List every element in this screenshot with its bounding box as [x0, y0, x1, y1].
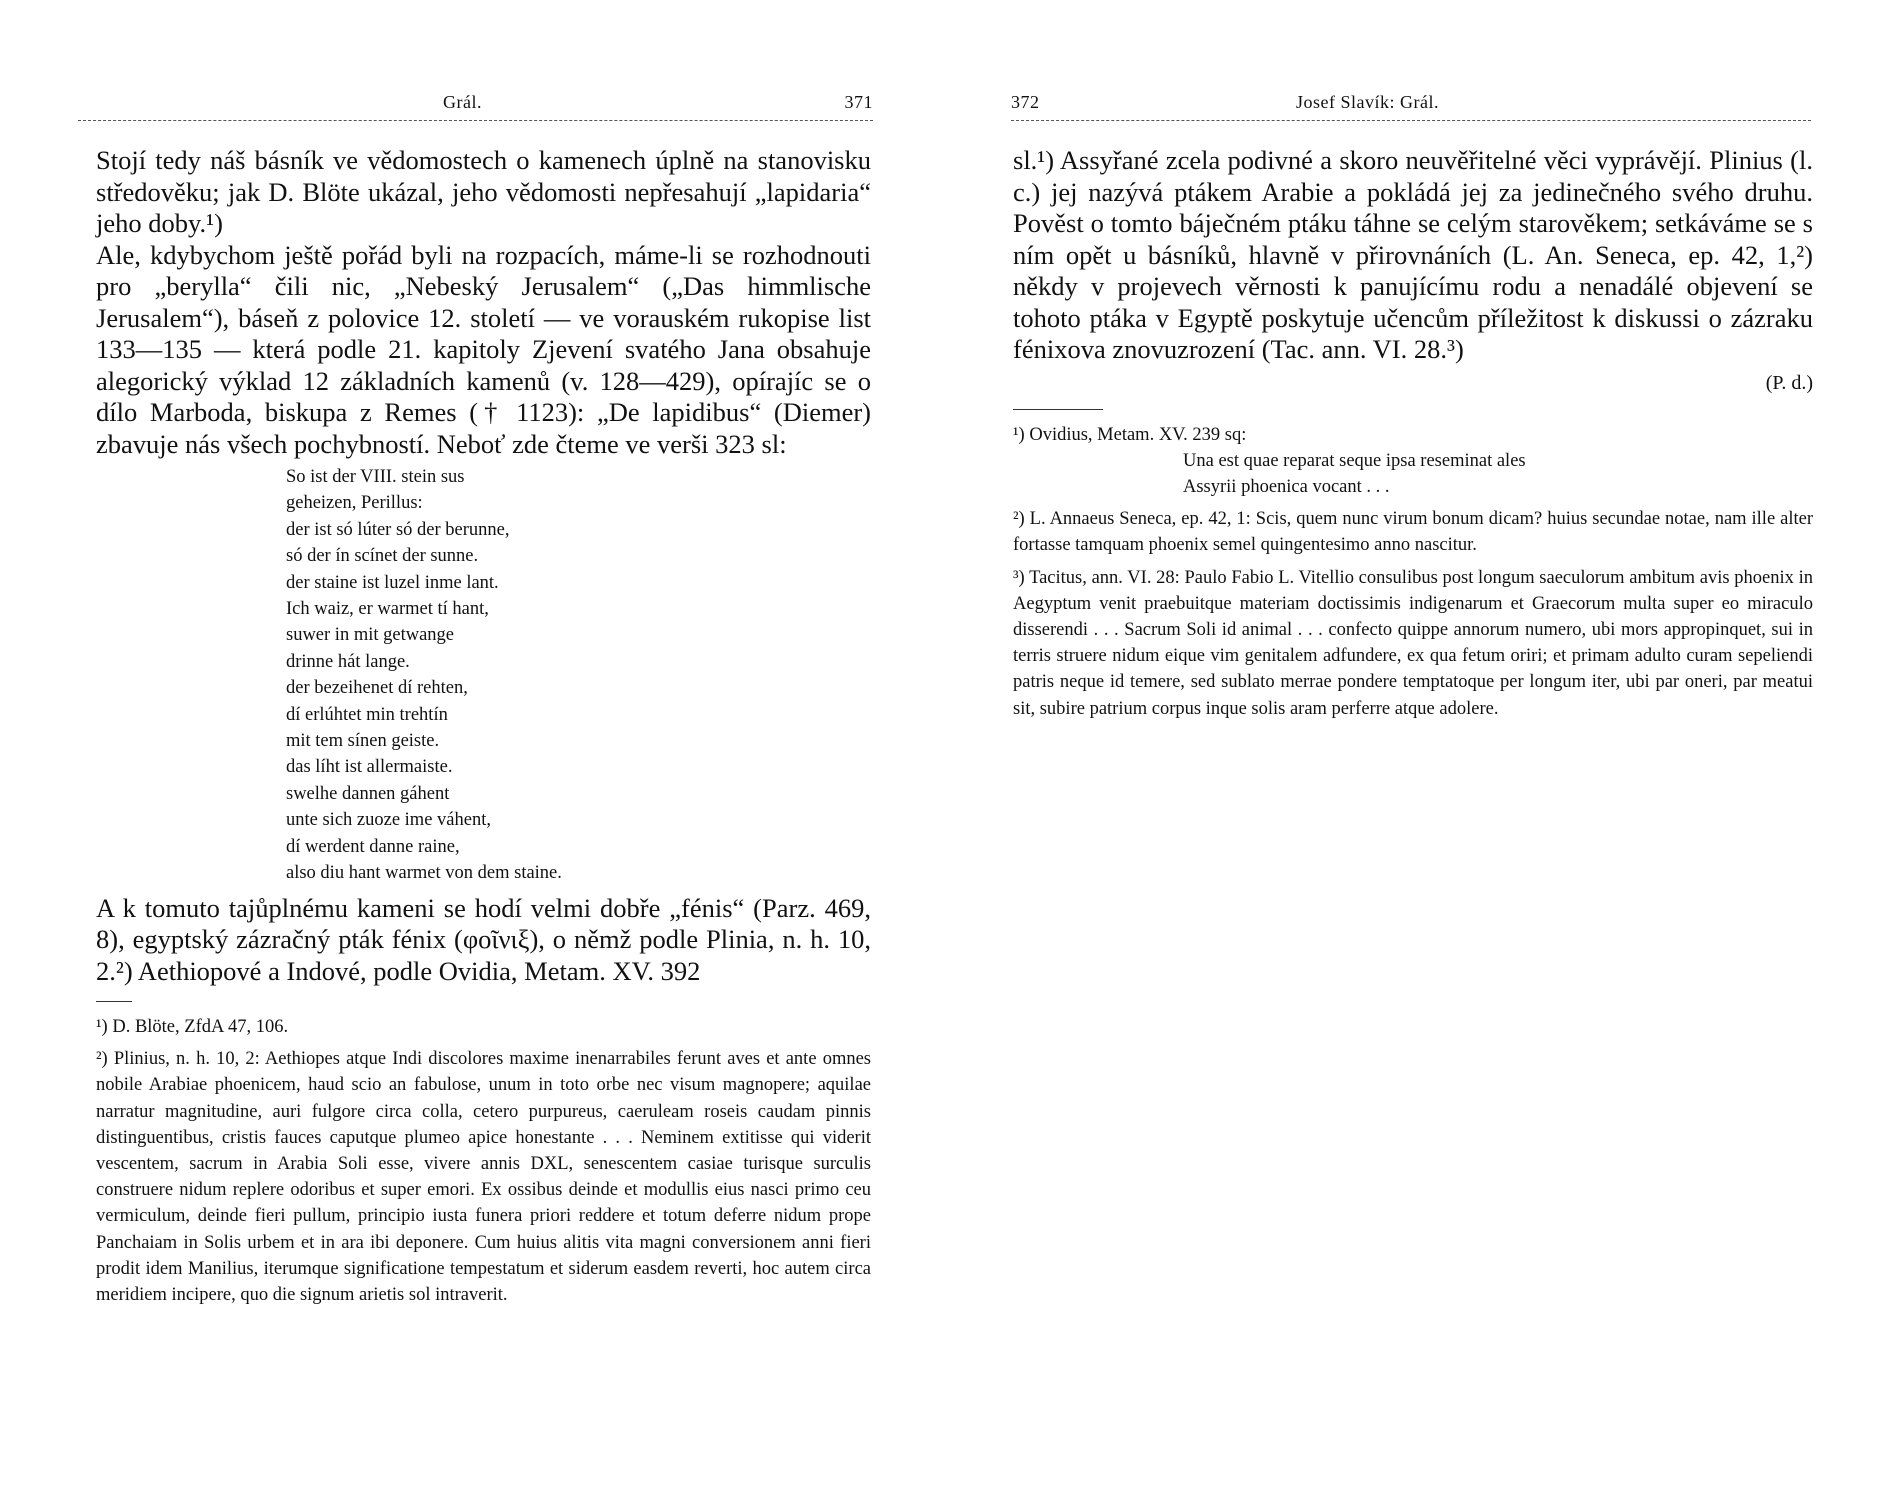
- footnote-3-right: ³) Tacitus, ann. VI. 28: Paulo Fabio L. Vitellio consulibus post longum saeculorum ambitum avis phoenix in Aegyptum venit praebuitque materiam doctissimis indigenarum et Graecorum multa super eo miraculo disserendi . . . Sacrum Soli id animal . . . confecto quippe annorum numero, ubi mors appropinquet, sui in terris struere nidum eique vim genitalem adfundere, ex qua fetum oriri; et primam adulto curam sepeliendi patris neque id temere, sed sublato merrae pondere temptatoque per longum iter, ubi par oneri, par meatui sit, subire patrium corpus inque solis aram perferre atque adolere.: [1013, 567, 1813, 719]
- poem-line: unte sich zuoze ime váhent,: [286, 810, 491, 831]
- footnote-2-right: ²) L. Annaeus Seneca, ep. 42, 1: Scis, quem nunc virum bonum dicam? huius secundae notae, nam ille alter fortasse tamquam phoenix semel quingentesimo anno nascitur.: [1013, 509, 1813, 556]
- poem-line: suwer in mit getwange: [286, 625, 454, 646]
- poem-line: der ist só lúter só der berunne,: [286, 519, 510, 540]
- poem-line: der bezeihenet dí rehten,: [286, 678, 468, 699]
- running-title-right: Josef Slavík: Grál.: [1296, 92, 1439, 112]
- right-body-text: [1013, 145, 1813, 728]
- poem-line: geheizen, Perillus:: [286, 493, 423, 514]
- poem-line: der staine ist luzel inme lant.: [286, 572, 499, 593]
- poem-line: só der ín scínet der sunne.: [286, 546, 479, 567]
- paragraph-2: Ale, kdybychom ještě pořád byli na rozpacích, máme-li se rozhodnouti pro „berylla“ čili nic, „Nebeský Jerusalem“ („Das himmlische Jerusalem“), báseň z polovice 12. století — ve vorauském rukopise list 133—135 — která podle 21. kapitoly Zjevení svatého Jana obsahuje alegorický výklad 12 základních kamenů (v. 128—429), opírajíc se o dílo Marboda, biskupa z Remes († 1123): „De lapidibus“ (Diemer) zbavuje nás všech pochybností. Neboť zde čteme ve verši 323 sl:: [96, 239, 871, 459]
- footnote-1-intro: ¹) Ovidius, Metam. XV. 239 sq:: [1013, 424, 1247, 445]
- page-number-left: 371: [844, 92, 873, 112]
- left-body-text: [96, 145, 871, 1314]
- running-head-left: [78, 92, 873, 121]
- poem-line: dí erlúhtet min trehtín: [286, 704, 448, 725]
- paragraph-1: Stojí tedy náš básník ve vědomostech o kamenech úplně na stanovisku středověku; jak D. Blöte ukázal, jeho vědomosti nepřesahují „lapidaria“ jeho doby.¹): [96, 145, 871, 238]
- poem-line: So ist der VIII. stein sus: [286, 467, 465, 487]
- right-page: [941, 0, 1882, 1500]
- paragraph-3: A k tomuto tajůplnému kameni se hodí velmi dobře „fénis“ (Parz. 469, 8), egyptský zázračný pták fénix (φοῖνιξ), o němž podle Plinia, n. h. 10, 2.²) Aethiopové a Indové, podle Ovidia, Metam. XV. 392: [96, 892, 871, 986]
- poem-line: das líht ist allermaiste.: [286, 757, 453, 778]
- poem-line: drinne hát lange.: [286, 651, 410, 672]
- poem-line: dí werdent danne raine,: [286, 836, 460, 857]
- poem-line: mit tem sínen geiste.: [286, 731, 440, 752]
- footnote-divider: [1013, 409, 1103, 410]
- poem-line: swelhe dannen gáhent: [286, 783, 450, 804]
- running-title-left: Grál.: [443, 92, 482, 112]
- poem-line: Ich waiz, er warmet tí hant,: [286, 599, 489, 620]
- paragraph-right: sl.¹) Assyřané zcela podivné a skoro neuvěřitelné věci vyprávějí. Plinius (l. c.) jej nazývá ptákem Arabie a pokládá jej za jedinečného svého druhu. Pověst o tomto báječném ptáku táhne se celým starověkem; setkáváme se s ním opět u básníků, hlavně v přirovnáních (L. An. Seneca, ep. 42, 1,²) někdy v projevech věrnosti k panujícímu rodu a nenadálé objevení se tohoto ptáka v Egyptě poskytuje učencům příležitost k diskussi o zázraku fénixova znovuzrození (Tac. ann. VI. 28.³): [1013, 145, 1813, 364]
- footnote-1-left: ¹) D. Blöte, ZfdA 47, 106.: [96, 1017, 289, 1037]
- footnote-divider: [96, 1001, 132, 1002]
- footnote-1-right: [1013, 422, 1813, 501]
- poem-line: also diu hant warmet von dem staine.: [286, 863, 562, 884]
- footnote-1-quote-line: Una est quae reparat seque ipsa reseminat ales: [1183, 450, 1526, 471]
- poem-quote: [286, 464, 871, 887]
- footnote-2-left: ²) Plinius, n. h. 10, 2: Aethiopes atque Indi discolores maxime inenarrabiles ferunt aves et ante omnes nobile Arabiae phoenicem, haud scio an fabulose, unum in toto orbe nec visum magnopere; aquilae narratur magnitudine, auri fulgore circa colla, cetero purpureus, caeruleam roseis caudam pinnis distinguentibus, cristis fauces caputque plumeo apice honestante . . . Neminem extitisse qui viderit vescentem, sacrum in Arabia Soli esse, vivere annis DXL, senescentem casiae turisque surculis construere nidum replere odoribus et super emori. Ex ossibus deinde et modullis eius nasci primo ceu vermiculum, deinde fieri pullum, principio iusta funera priori reddere et totum deferre nidum prope Panchaiam in Solis urbem et in ara ibi deponere. Cum huius alitis vita magni conversionem anni fieri prodit idem Manilius, iterumque significatione tempestatum et siderum easdem reverti, hoc autem circa meridiem incipere, quo die signum arietis sol intraverit.: [96, 1049, 871, 1306]
- running-head-right: [1011, 92, 1811, 121]
- footnote-1-quote-line: Assyrii phoenica vocant . . .: [1183, 476, 1390, 497]
- author-credit: (P. d.): [1765, 371, 1813, 394]
- page-number-right: 372: [1011, 92, 1040, 112]
